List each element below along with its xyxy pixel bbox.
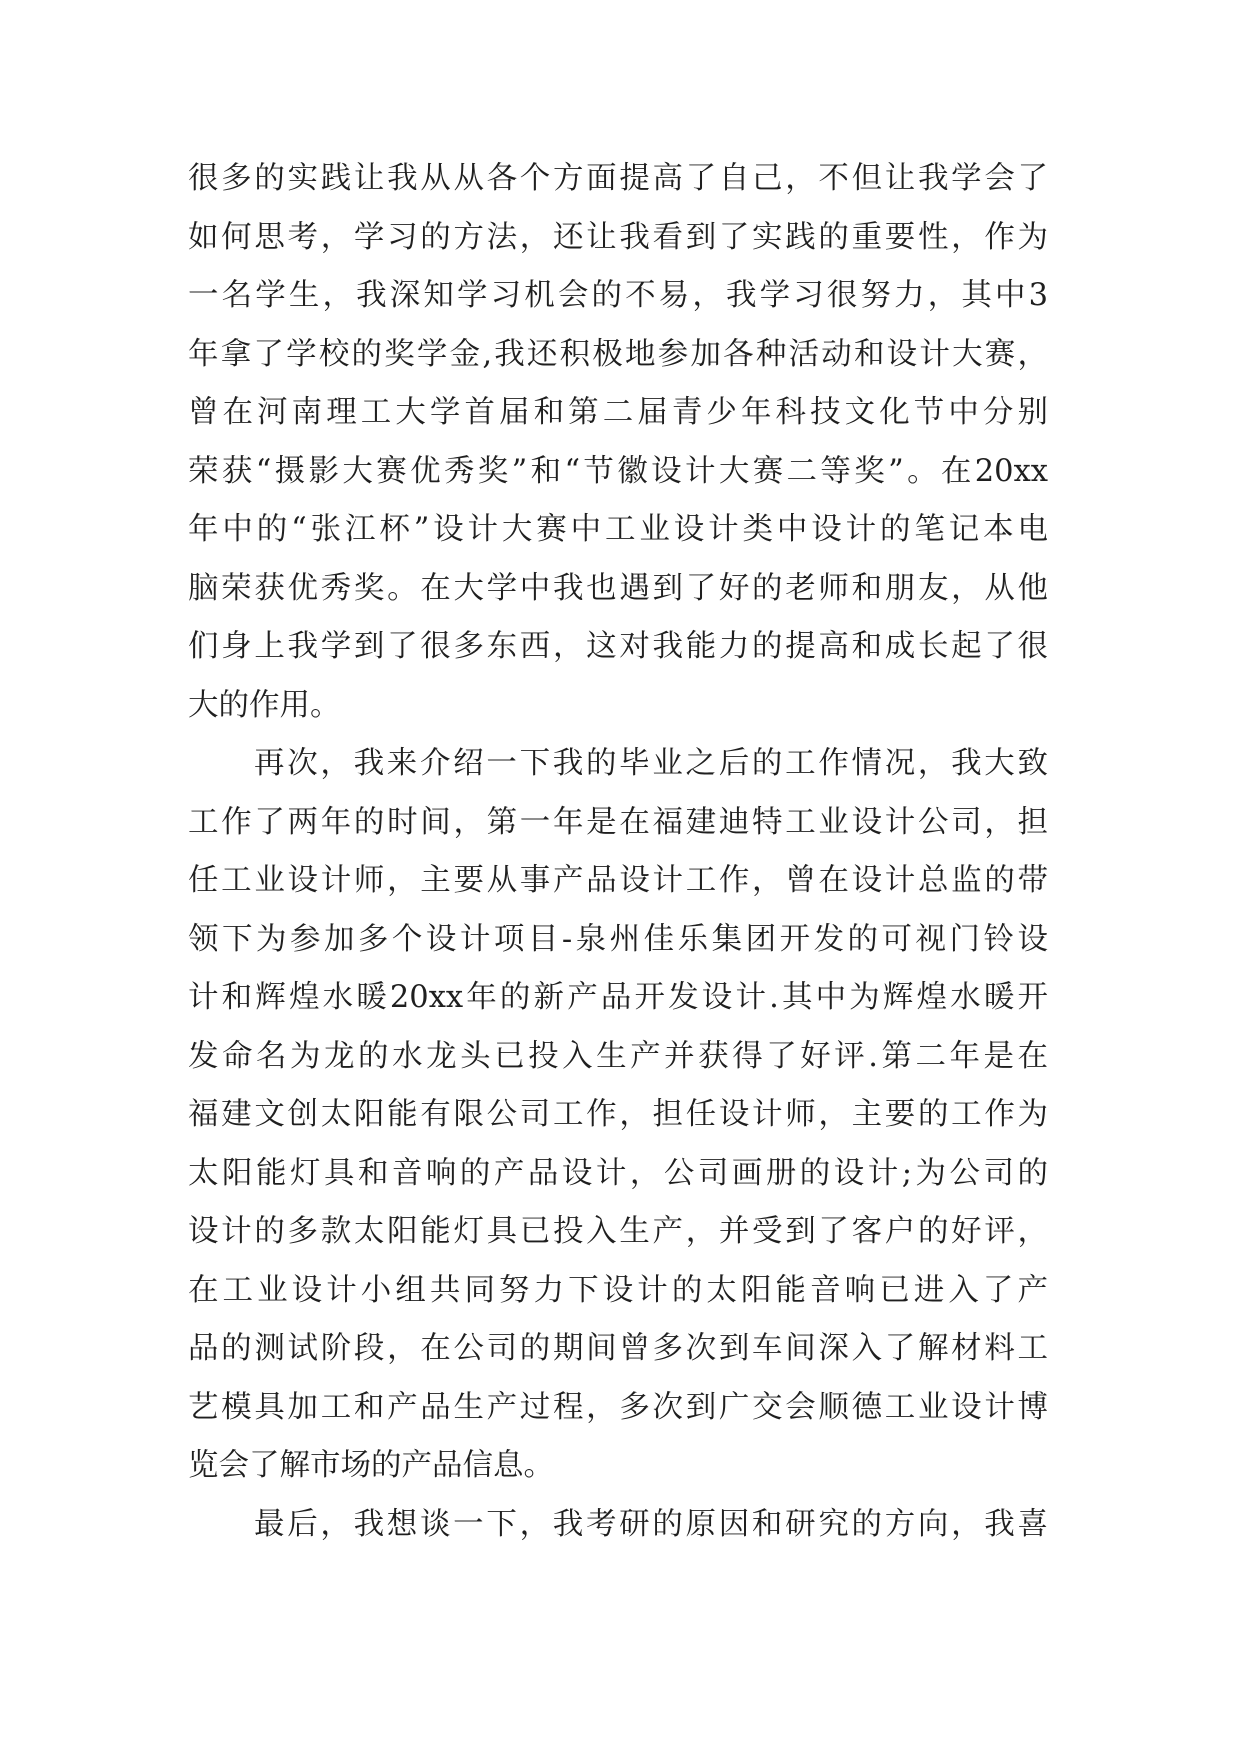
text-line: 任工业设计师，主要从事产品设计工作，曾在设计总监的带 (188, 863, 1048, 898)
text-line: 工作了两年的时间，第一年是在福建迪特工业设计公司，担 (188, 804, 1048, 840)
text-line: 年拿了学校的奖学金,我还积极地参加各种活动和设计大赛， (188, 336, 1048, 372)
text-line: 如何思考，学习的方法，还让我看到了实践的重要性，作为 (188, 219, 1048, 255)
text-line: 们身上我学到了很多东西，这对我能力的提高和成长起了很 (188, 629, 1048, 664)
text-line: 太阳能灯具和音响的产品设计，公司画册的设计;为公司的 (188, 1155, 1048, 1191)
text-line: 一名学生，我深知学习机会的不易，我学习很努力，其中3 (188, 278, 1048, 313)
text-line: 设计的多款太阳能灯具已投入生产，并受到了客户的好评， (188, 1214, 1048, 1249)
text-line: 领下为参加多个设计项目-泉州佳乐集团开发的可视门铃设 (188, 921, 1048, 957)
text-line-paragraph-end: 览会了解市场的产品信息。 (188, 1448, 554, 1483)
text-line: 品的测试阶段，在公司的期间曾多次到车间深入了解材料工 (188, 1331, 1048, 1366)
text-line: 年中的“张江杯”设计大赛中工业设计类中设计的笔记本电 (188, 512, 1048, 547)
text-line: 发命名为龙的水龙头已投入生产并获得了好评.第二年是在 (188, 1038, 1048, 1074)
text-line-paragraph-start: 再次，我来介绍一下我的毕业之后的工作情况，我大致 (254, 746, 1048, 781)
text-line: 在工业设计小组共同努力下设计的太阳能音响已进入了产 (188, 1272, 1048, 1308)
text-line: 很多的实践让我从从各个方面提高了自己，不但让我学会了 (188, 161, 1048, 196)
body-text (188, 150, 1048, 1554)
text-line-paragraph-end: 大的作用。 (188, 687, 341, 723)
text-line: 计和辉煌水暖20xx年的新产品开发设计.其中为辉煌水暖开 (188, 980, 1048, 1015)
text-line: 曾在河南理工大学首届和第二届青少年科技文化节中分别 (188, 395, 1048, 430)
text-line: 福建文创太阳能有限公司工作，担任设计师，主要的工作为 (188, 1097, 1048, 1132)
text-line-paragraph-start: 最后，我想谈一下，我考研的原因和研究的方向，我喜 (254, 1506, 1048, 1542)
text-line: 艺模具加工和产品生产过程，多次到广交会顺德工业设计博 (188, 1389, 1048, 1425)
text-line: 脑荣获优秀奖。在大学中我也遇到了好的老师和朋友，从他 (188, 570, 1048, 606)
text-line: 荣获“摄影大赛优秀奖”和“节徽设计大赛二等奖”。在20xx (188, 453, 1048, 489)
